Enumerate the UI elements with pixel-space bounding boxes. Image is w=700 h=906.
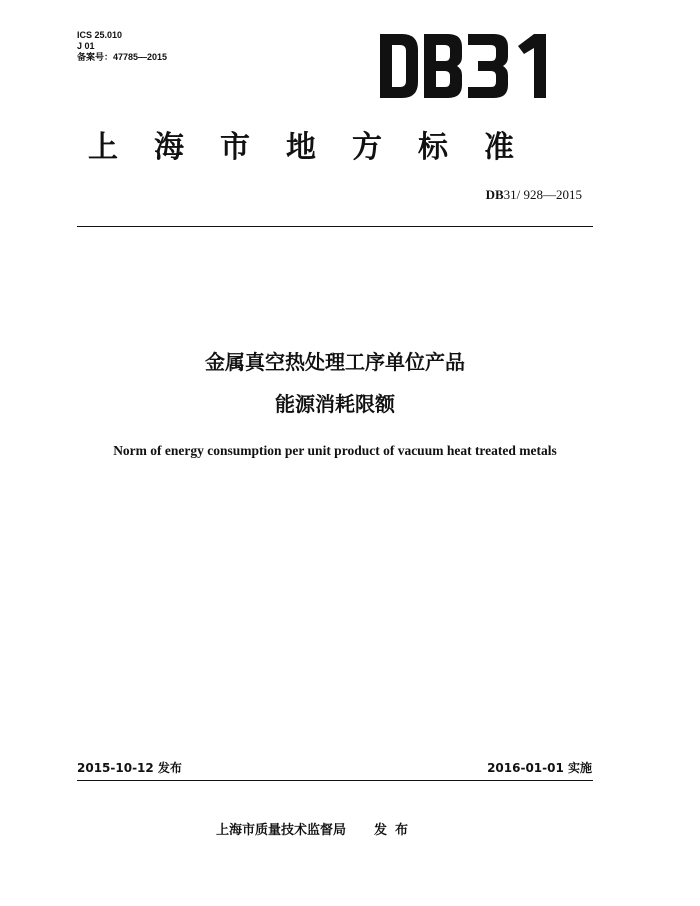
db31-logo xyxy=(378,32,553,100)
issue-date: 2015-10-12 发布 xyxy=(77,761,182,775)
top-divider xyxy=(77,226,593,227)
document-metadata xyxy=(77,30,167,63)
title-chinese-line-2: 能源消耗限额 xyxy=(275,392,395,416)
issuer-name: 上海市质量技术监督局 xyxy=(216,823,347,838)
standard-number-rest: 31/ 928—2015 xyxy=(503,187,582,202)
issuing-authority xyxy=(216,819,416,838)
filing-number: 备案号：47785—2015 xyxy=(77,52,168,62)
bottom-divider xyxy=(77,780,593,781)
standard-number-prefix: DB xyxy=(485,187,504,202)
effective-date: 2016-01-01 实施 xyxy=(487,761,592,775)
title-chinese-line-1: 金属真空热处理工序单位产品 xyxy=(205,350,465,374)
title-english: Norm of energy consumption per unit product of vacuum heat treated metals xyxy=(113,443,557,458)
standard-type-title: 上海市地方标准 xyxy=(88,130,550,165)
ics-code: ICS 25.010 xyxy=(77,30,123,40)
issuer-action: 发布 xyxy=(374,823,417,838)
standard-number xyxy=(486,187,582,203)
ccs-code: J 01 xyxy=(77,41,95,51)
